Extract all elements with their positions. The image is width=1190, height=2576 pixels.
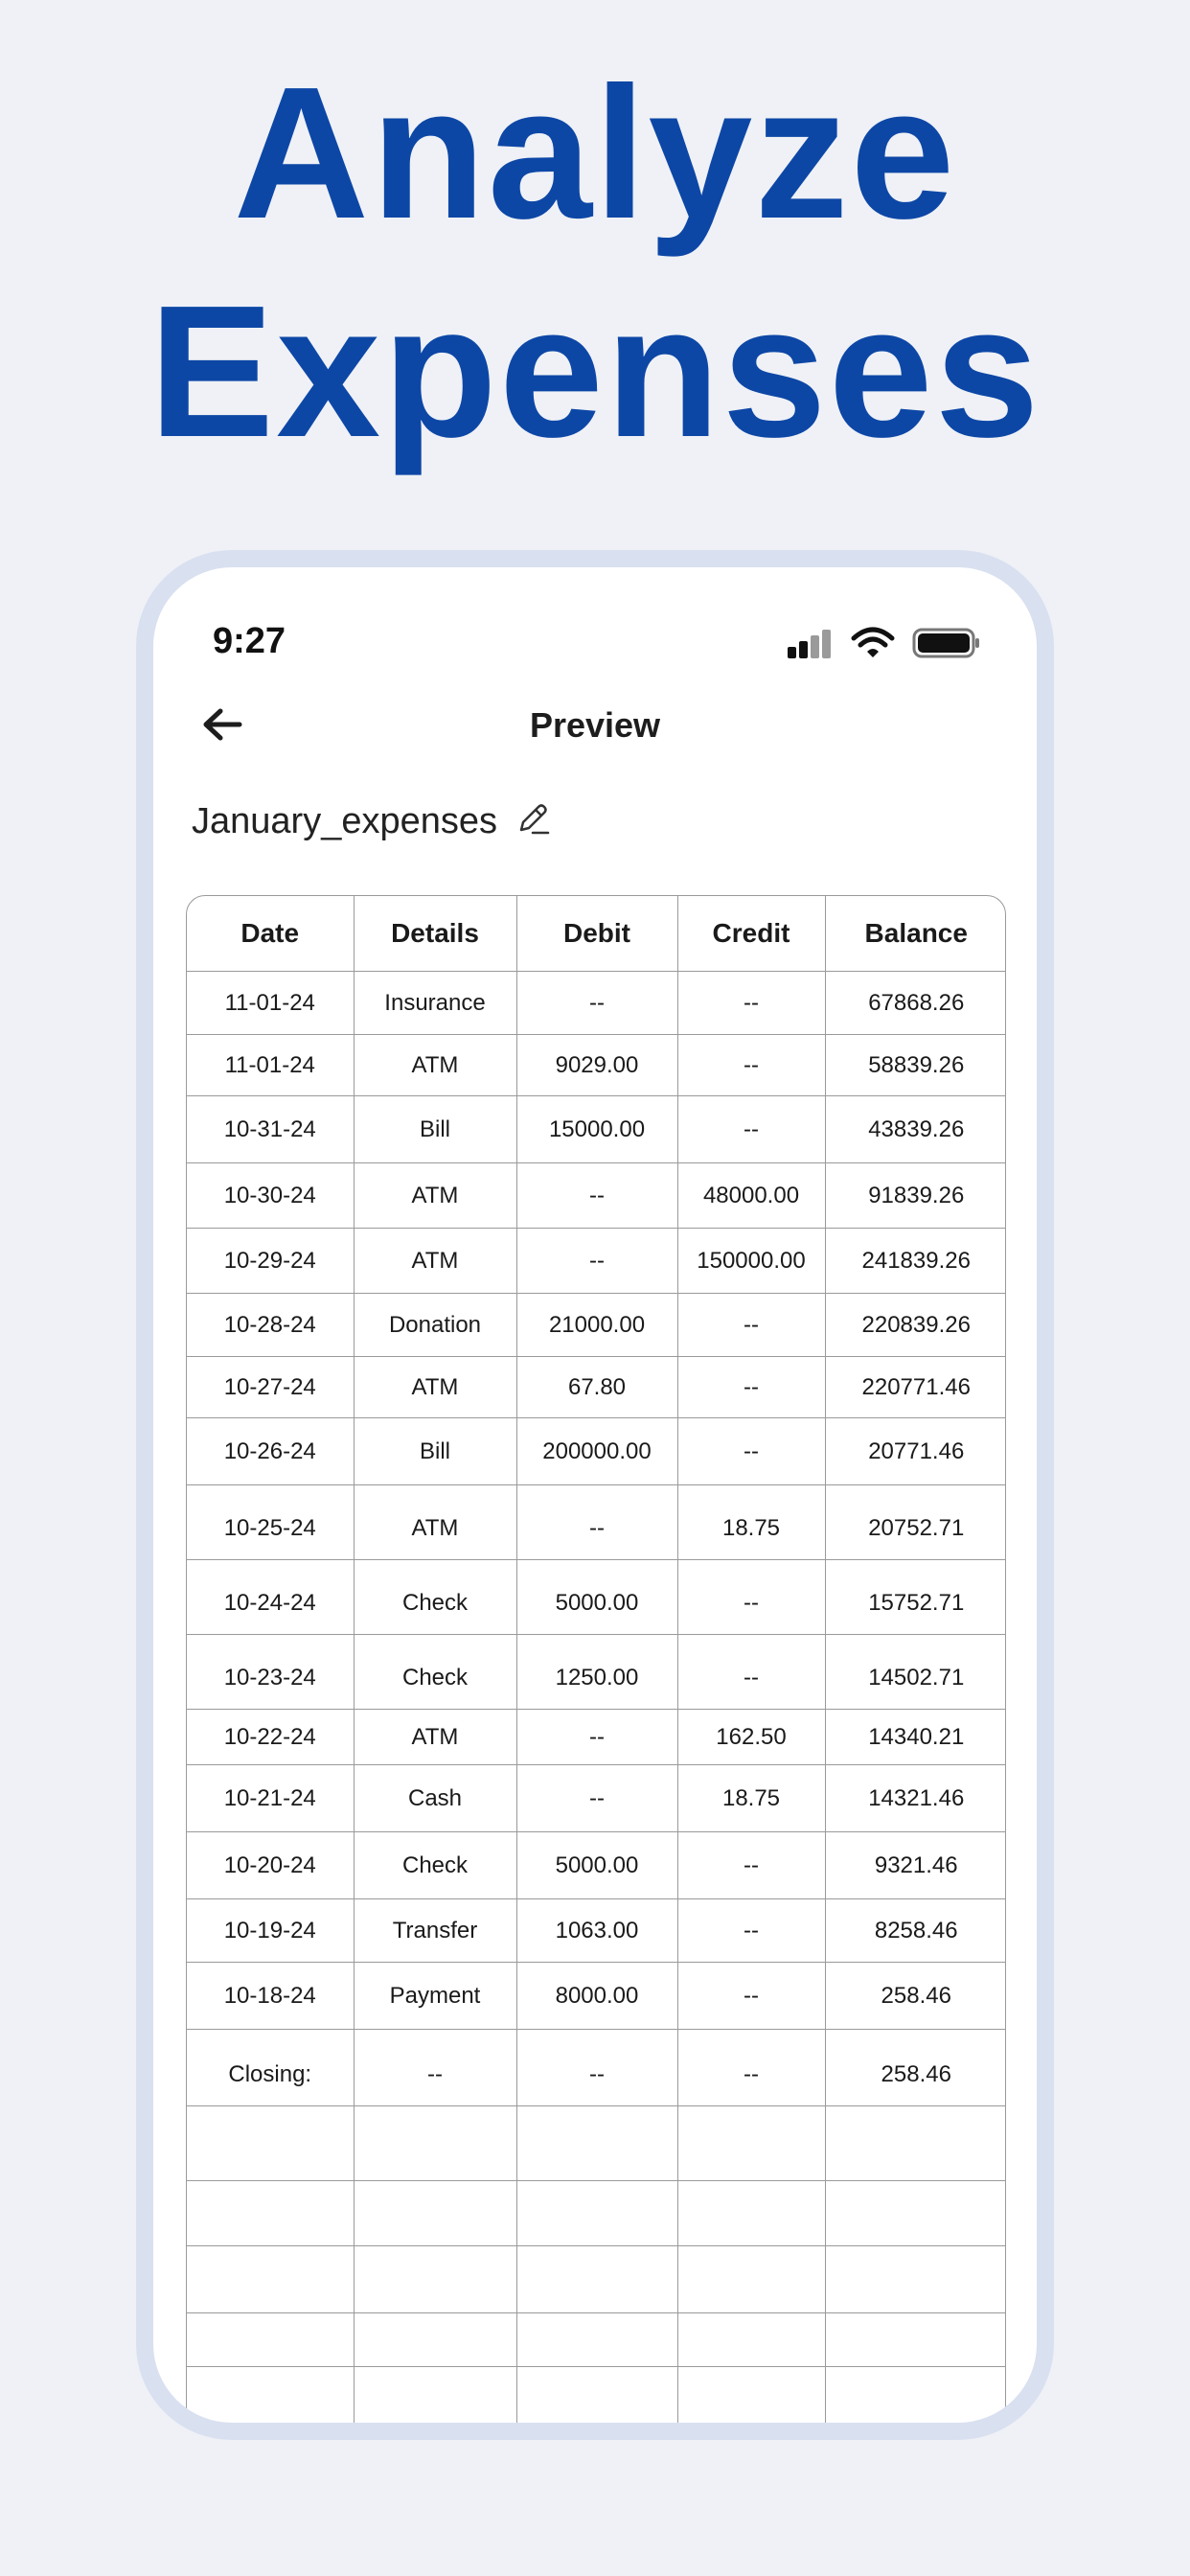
- table-cell-details: Payment: [354, 1963, 516, 2030]
- table-cell-details: [354, 2313, 516, 2367]
- table-cell-debit: [516, 2313, 677, 2367]
- table-cell-credit: --: [677, 1899, 825, 1963]
- table-cell-debit: [516, 2106, 677, 2181]
- table-row[interactable]: [187, 1485, 1006, 1560]
- table-cell-date: 10-18-24: [187, 1963, 354, 2030]
- table-row[interactable]: [187, 1035, 1006, 1096]
- table-cell-credit: [677, 2313, 825, 2367]
- table-row[interactable]: [187, 1418, 1006, 1485]
- table-cell-date: 10-23-24: [187, 1635, 354, 1710]
- table-cell-credit: [677, 2367, 825, 2430]
- table-cell-date: 10-22-24: [187, 1710, 354, 1765]
- table-cell-debit: 1063.00: [516, 1899, 677, 1963]
- table-cell-credit: --: [677, 1418, 825, 1485]
- table-cell-credit: [677, 2106, 825, 2181]
- table-row[interactable]: [187, 2106, 1006, 2181]
- table-cell-balance: [825, 2106, 1006, 2181]
- table-cell-balance: 14502.71: [825, 1635, 1006, 1710]
- table-cell-details: Check: [354, 1560, 516, 1635]
- table-cell-details: Bill: [354, 1096, 516, 1163]
- table-cell-credit: 18.75: [677, 1485, 825, 1560]
- table-cell-debit: 200000.00: [516, 1418, 677, 1485]
- table-cell-details: Check: [354, 1635, 516, 1710]
- table-cell-credit: --: [677, 1963, 825, 2030]
- table-cell-date: 11-01-24: [187, 972, 354, 1035]
- table-cell-credit: --: [677, 1096, 825, 1163]
- table-row[interactable]: [187, 1096, 1006, 1163]
- table-cell-debit: 15000.00: [516, 1096, 677, 1163]
- table-cell-date: 10-28-24: [187, 1294, 354, 1357]
- table-row[interactable]: [187, 1163, 1006, 1229]
- battery-icon: [912, 627, 981, 659]
- table-row[interactable]: [187, 1357, 1006, 1418]
- table-cell-details: Cash: [354, 1765, 516, 1832]
- table-cell-debit: --: [516, 1485, 677, 1560]
- table-cell-debit: [516, 2181, 677, 2246]
- table-cell-date: 10-25-24: [187, 1485, 354, 1560]
- table-cell-date: 10-21-24: [187, 1765, 354, 1832]
- table-cell-credit: 150000.00: [677, 1229, 825, 1294]
- table-row[interactable]: [187, 1832, 1006, 1899]
- table-cell-date: 10-26-24: [187, 1418, 354, 1485]
- table-cell-debit: --: [516, 972, 677, 1035]
- table-cell-debit: 21000.00: [516, 1294, 677, 1357]
- table-cell-credit: [677, 2181, 825, 2246]
- status-time: 9:27: [213, 621, 286, 661]
- table-row[interactable]: [187, 2313, 1006, 2367]
- table-cell-details: ATM: [354, 1229, 516, 1294]
- table-cell-date: 10-19-24: [187, 1899, 354, 1963]
- table-cell-details: [354, 2367, 516, 2430]
- table-cell-debit: [516, 2367, 677, 2430]
- table-cell-details: Donation: [354, 1294, 516, 1357]
- app-screen: [153, 567, 1037, 2423]
- table-cell-date: [187, 2181, 354, 2246]
- table-cell-credit: --: [677, 2030, 825, 2106]
- table-header-row: [187, 896, 1006, 972]
- table-cell-date: 10-29-24: [187, 1229, 354, 1294]
- table-cell-date: Closing:: [187, 2030, 354, 2106]
- headline-line-2: Expenses: [149, 266, 1041, 476]
- wifi-icon: [851, 627, 895, 659]
- table-cell-details: --: [354, 2030, 516, 2106]
- file-name-row: [192, 801, 551, 842]
- table-cell-balance: [825, 2313, 1006, 2367]
- table-cell-balance: 67868.26: [825, 972, 1006, 1035]
- table-cell-details: ATM: [354, 1710, 516, 1765]
- table-cell-date: [187, 2246, 354, 2313]
- table-cell-date: [187, 2313, 354, 2367]
- column-header-balance: Balance: [825, 896, 1006, 972]
- table-cell-details: [354, 2106, 516, 2181]
- table-cell-credit: 18.75: [677, 1765, 825, 1832]
- headline-line-1: Analyze: [233, 48, 957, 258]
- table-cell-debit: --: [516, 1229, 677, 1294]
- status-icons: [786, 627, 981, 659]
- table-cell-credit: --: [677, 1294, 825, 1357]
- table-cell-balance: 8258.46: [825, 1899, 1006, 1963]
- table-cell-balance: 241839.26: [825, 1229, 1006, 1294]
- table-cell-details: ATM: [354, 1357, 516, 1418]
- file-name: January_expenses: [192, 801, 497, 841]
- pencil-icon[interactable]: [515, 801, 551, 842]
- table-row[interactable]: [187, 1963, 1006, 2030]
- table-cell-details: Transfer: [354, 1899, 516, 1963]
- table-cell-date: [187, 2367, 354, 2430]
- table-cell-details: ATM: [354, 1035, 516, 1096]
- table-cell-credit: --: [677, 1035, 825, 1096]
- table-row[interactable]: [187, 1294, 1006, 1357]
- table-row[interactable]: [187, 2246, 1006, 2313]
- column-header-debit: Debit: [516, 896, 677, 972]
- column-header-date: Date: [187, 896, 354, 972]
- table-cell-balance: 14340.21: [825, 1710, 1006, 1765]
- table-cell-debit: --: [516, 1710, 677, 1765]
- table-row[interactable]: [187, 2181, 1006, 2246]
- table-row[interactable]: [187, 1899, 1006, 1963]
- table-cell-balance: [825, 2246, 1006, 2313]
- table-cell-details: [354, 2181, 516, 2246]
- expenses-table: [186, 895, 1006, 2440]
- table-cell-debit: 1250.00: [516, 1635, 677, 1710]
- table-cell-details: [354, 2246, 516, 2313]
- table-cell-debit: 9029.00: [516, 1035, 677, 1096]
- table-cell-debit: 67.80: [516, 1357, 677, 1418]
- table-row[interactable]: [187, 1560, 1006, 1635]
- table-cell-credit: --: [677, 1635, 825, 1710]
- table-cell-balance: 91839.26: [825, 1163, 1006, 1229]
- table-cell-balance: 58839.26: [825, 1035, 1006, 1096]
- table-cell-balance: 14321.46: [825, 1765, 1006, 1832]
- table-cell-balance: [825, 2181, 1006, 2246]
- table-cell-details: Check: [354, 1832, 516, 1899]
- table-cell-debit: 5000.00: [516, 1560, 677, 1635]
- table-cell-credit: --: [677, 1560, 825, 1635]
- table-row[interactable]: [187, 2367, 1006, 2430]
- table-row[interactable]: [187, 1229, 1006, 1294]
- table-row[interactable]: [187, 1765, 1006, 1832]
- table-cell-balance: 220771.46: [825, 1357, 1006, 1418]
- column-header-details: Details: [354, 896, 516, 972]
- table-cell-balance: 220839.26: [825, 1294, 1006, 1357]
- table-cell-balance: 15752.71: [825, 1560, 1006, 1635]
- table-cell-credit: [677, 2246, 825, 2313]
- table-cell-date: [187, 2106, 354, 2181]
- table-cell-debit: --: [516, 2030, 677, 2106]
- signal-icon: [786, 628, 834, 658]
- table-cell-credit: 162.50: [677, 1710, 825, 1765]
- column-header-credit: Credit: [677, 896, 825, 972]
- table-cell-details: ATM: [354, 1163, 516, 1229]
- page-title: Preview: [529, 705, 661, 745]
- table-cell-details: Insurance: [354, 972, 516, 1035]
- table-cell-debit: 5000.00: [516, 1832, 677, 1899]
- table-row[interactable]: [187, 1710, 1006, 1765]
- table-cell-balance: 258.46: [825, 2030, 1006, 2106]
- table-row[interactable]: [187, 972, 1006, 1035]
- table-cell-balance: 20752.71: [825, 1485, 1006, 1560]
- table-cell-debit: --: [516, 1163, 677, 1229]
- table-cell-credit: --: [677, 1832, 825, 1899]
- table-cell-details: ATM: [354, 1485, 516, 1560]
- table-cell-balance: [825, 2367, 1006, 2430]
- table-row[interactable]: [187, 1635, 1006, 1710]
- table-cell-credit: --: [677, 972, 825, 1035]
- table-cell-date: 10-24-24: [187, 1560, 354, 1635]
- table-cell-balance: 258.46: [825, 1963, 1006, 2030]
- table-cell-date: 10-30-24: [187, 1163, 354, 1229]
- table-cell-date: 10-27-24: [187, 1357, 354, 1418]
- table-cell-debit: [516, 2246, 677, 2313]
- table-cell-debit: 8000.00: [516, 1963, 677, 2030]
- table-row[interactable]: [187, 2030, 1006, 2106]
- table-cell-date: 10-31-24: [187, 1096, 354, 1163]
- phone-frame: [136, 550, 1054, 2440]
- table-cell-balance: 9321.46: [825, 1832, 1006, 1899]
- table-cell-balance: 20771.46: [825, 1418, 1006, 1485]
- table-cell-balance: 43839.26: [825, 1096, 1006, 1163]
- table-cell-credit: 48000.00: [677, 1163, 825, 1229]
- table-cell-debit: --: [516, 1765, 677, 1832]
- table-cell-date: 11-01-24: [187, 1035, 354, 1096]
- table-cell-details: Bill: [354, 1418, 516, 1485]
- table-cell-credit: --: [677, 1357, 825, 1418]
- table-cell-date: 10-20-24: [187, 1832, 354, 1899]
- table-body: [187, 972, 1006, 2430]
